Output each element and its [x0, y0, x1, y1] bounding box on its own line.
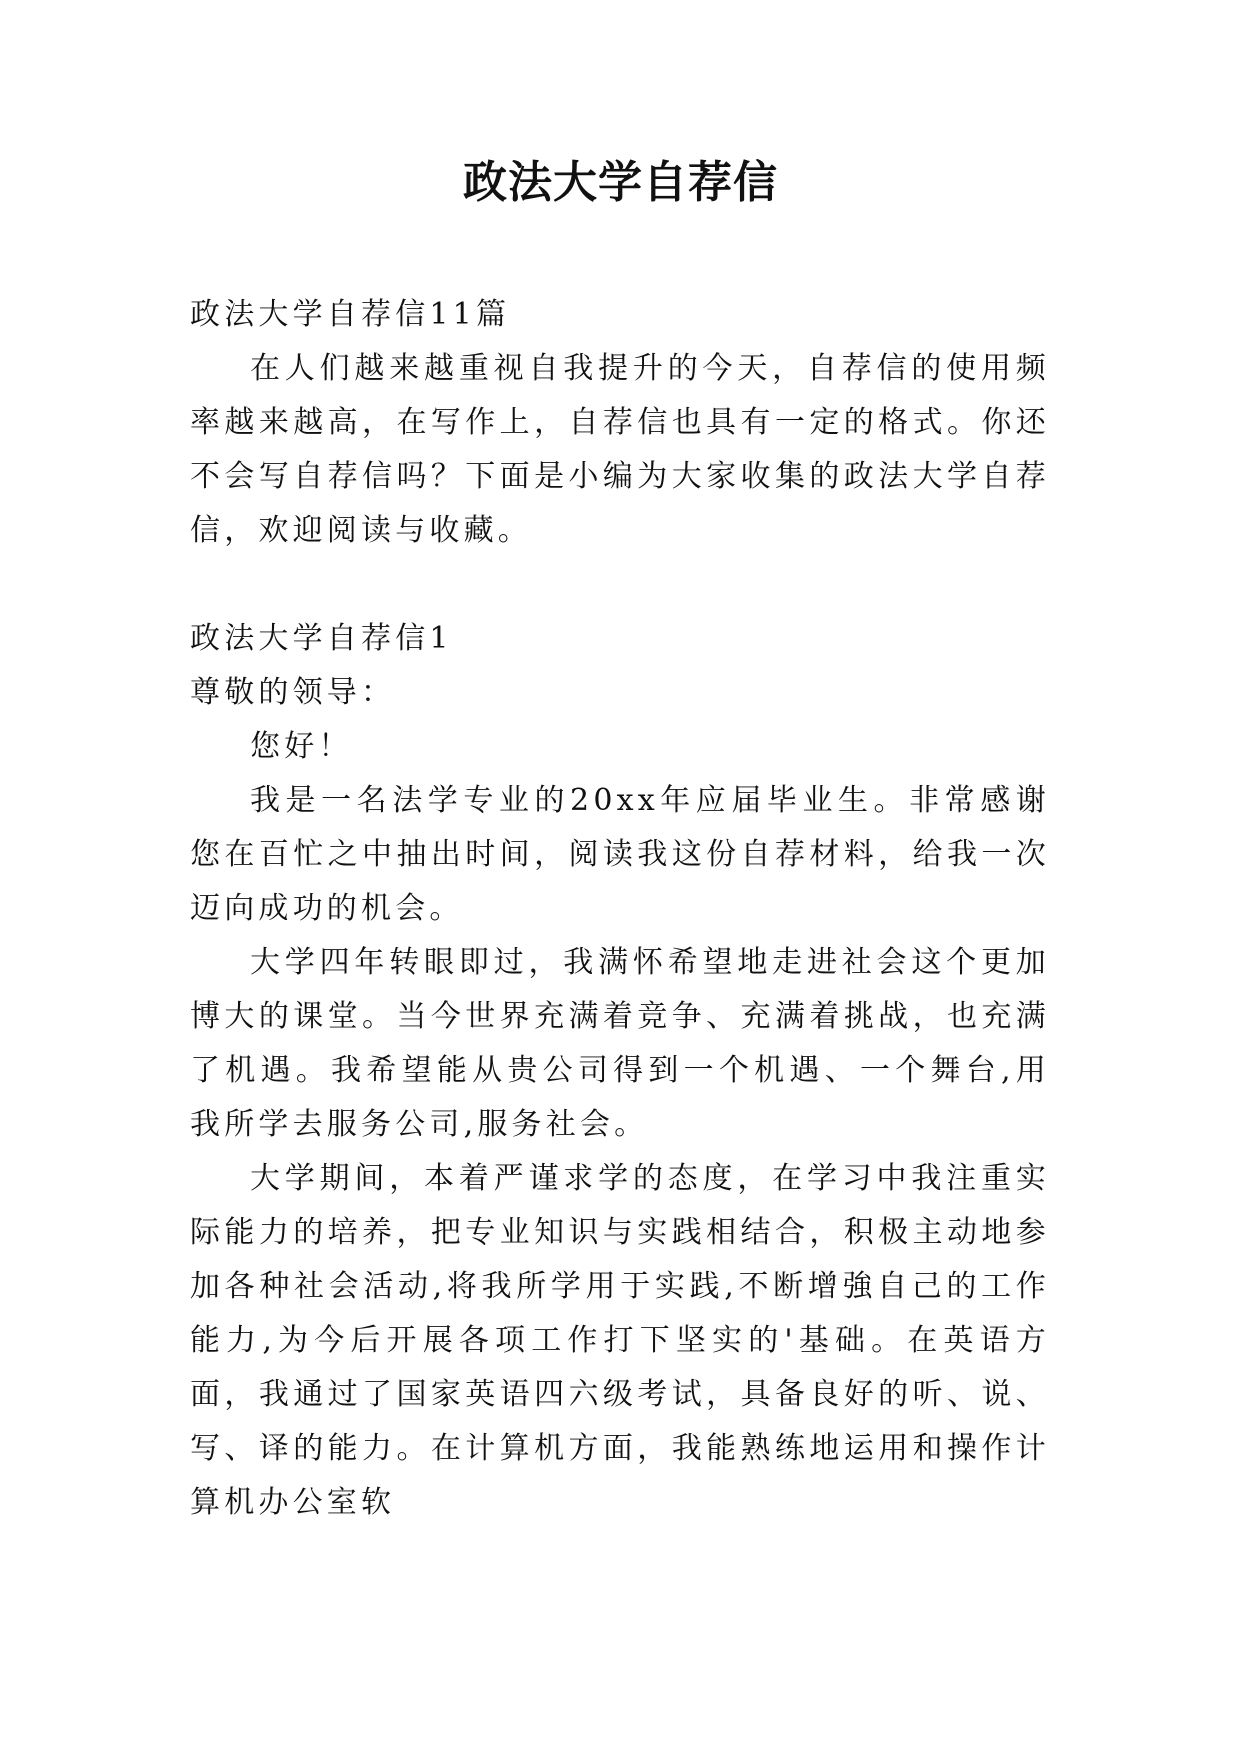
letter-heading: 政法大学自荐信1 [190, 621, 453, 656]
section-spacer [190, 558, 1050, 612]
letter-paragraph-3: 大学期间，本着严谨求学的态度，在学习中我注重实际能力的培养，把专业知识与实践相结合，积极主动地参加各种社会活动,将我所学用于实践,不断增強自己的工作能力,为今后开展各项工作打下坚实的'基础。在英语方面，我通过了国家英语四六级考试，具备良好的听、说、写、译的能力。在计算机方面，我能熟练地运用和操作计算机办公室软 [190, 1161, 1050, 1520]
letter-paragraph-2: 大学四年转眼即过，我满怀希望地走进社会这个更加博大的课堂。当今世界充满着竞争、充满着挑战，也充满了机遇。我希望能从贵公司得到一个机遇、一个舞台,用我所学去服务公司,服务社会。 [190, 945, 1050, 1142]
letter-salutation: 尊敬的领导： [190, 675, 396, 710]
letter-greeting: 您好！ [250, 729, 353, 764]
letter-paragraph-1: 我是一名法学专业的20xx年应届毕业生。非常感谢您在百忙之中抽出时间，阅读我这份自荐材料，给我一次迈向成功的机会。 [190, 783, 1050, 926]
intro-paragraph: 在人们越来越重视自我提升的今天，自荐信的使用频率越来越高，在写作上，自荐信也具有一定的格式。你还不会写自荐信吗？下面是小编为大家收集的政法大学自荐信，欢迎阅读与收藏。 [190, 351, 1050, 548]
document-subtitle: 政法大学自荐信11篇 [190, 297, 511, 332]
page-title: 政法大学自荐信 [463, 157, 778, 208]
document-body [190, 288, 1050, 1530]
